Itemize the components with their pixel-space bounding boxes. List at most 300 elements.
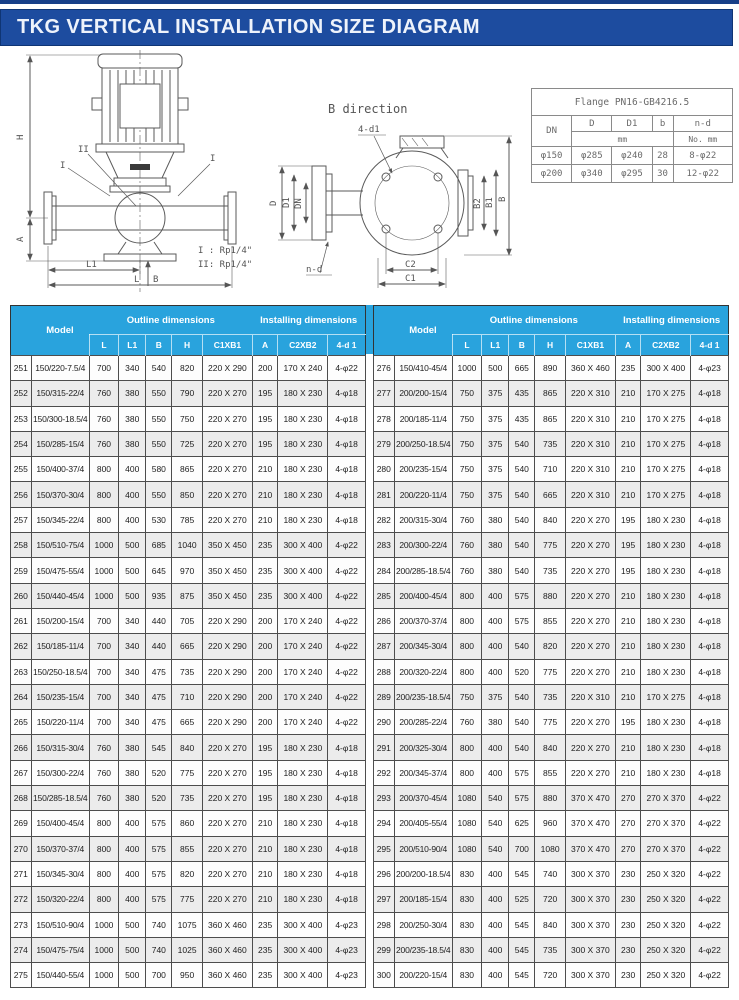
value-cell: 400 bbox=[482, 634, 509, 659]
value-cell: 210 bbox=[615, 457, 641, 482]
value-cell: 550 bbox=[146, 482, 172, 507]
flange-value-cell: 28 bbox=[652, 147, 673, 165]
table-row bbox=[11, 381, 366, 406]
row-number-cell: 285 bbox=[374, 583, 395, 608]
value-cell: 180 X 230 bbox=[641, 533, 691, 558]
value-cell: 300 X 370 bbox=[566, 861, 616, 886]
value-cell: 720 bbox=[535, 887, 566, 912]
value-cell: 180 X 230 bbox=[278, 760, 328, 785]
value-cell: 1000 bbox=[89, 533, 118, 558]
value-cell: 580 bbox=[146, 457, 172, 482]
value-cell: 865 bbox=[535, 381, 566, 406]
value-cell: 170 X 275 bbox=[641, 457, 691, 482]
value-cell: 540 bbox=[509, 457, 535, 482]
value-cell: 820 bbox=[535, 634, 566, 659]
value-cell: 195 bbox=[252, 431, 278, 456]
dimension-table-right bbox=[373, 305, 729, 988]
column-header: A bbox=[252, 335, 278, 356]
value-cell: 300 X 400 bbox=[278, 558, 328, 583]
column-header: L1 bbox=[482, 335, 509, 356]
value-cell: 855 bbox=[535, 608, 566, 633]
value-cell: 210 bbox=[615, 684, 641, 709]
flange-col-nd: n-d bbox=[673, 116, 732, 132]
value-cell: 4-φ18 bbox=[328, 760, 366, 785]
value-cell: 800 bbox=[452, 608, 481, 633]
model-cell: 150/185-11/4 bbox=[31, 634, 89, 659]
value-cell: 740 bbox=[535, 861, 566, 886]
model-cell: 150/440-45/4 bbox=[31, 583, 89, 608]
value-cell: 220 X 270 bbox=[203, 760, 253, 785]
row-number-cell: 253 bbox=[11, 406, 32, 431]
value-cell: 645 bbox=[146, 558, 172, 583]
value-cell: 230 bbox=[615, 912, 641, 937]
flange-col-dn: DN bbox=[532, 116, 572, 147]
value-cell: 380 bbox=[482, 710, 509, 735]
value-cell: 760 bbox=[89, 786, 118, 811]
model-cell: 150/235-15/4 bbox=[31, 684, 89, 709]
value-cell: 180 X 230 bbox=[641, 507, 691, 532]
value-cell: 880 bbox=[535, 583, 566, 608]
value-cell: 180 X 230 bbox=[278, 381, 328, 406]
row-number-cell: 270 bbox=[11, 836, 32, 861]
value-cell: 4-φ18 bbox=[328, 887, 366, 912]
value-cell: 380 bbox=[482, 558, 509, 583]
value-cell: 220 X 290 bbox=[203, 356, 253, 381]
flange-table-row bbox=[532, 165, 733, 183]
row-number-cell: 273 bbox=[11, 912, 32, 937]
value-cell: 800 bbox=[452, 659, 481, 684]
model-cell: 150/285-18.5/4 bbox=[31, 786, 89, 811]
value-cell: 760 bbox=[89, 381, 118, 406]
column-header: B bbox=[146, 335, 172, 356]
value-cell: 180 X 230 bbox=[278, 406, 328, 431]
value-cell: 800 bbox=[452, 634, 481, 659]
value-cell: 935 bbox=[146, 583, 172, 608]
value-cell: 235 bbox=[615, 356, 641, 381]
value-cell: 820 bbox=[172, 861, 203, 886]
value-cell: 4-φ18 bbox=[691, 634, 729, 659]
table-row bbox=[11, 836, 366, 861]
flange-value-cell: 12-φ22 bbox=[673, 165, 732, 183]
value-cell: 210 bbox=[252, 811, 278, 836]
value-cell: 210 bbox=[615, 659, 641, 684]
table-row bbox=[374, 887, 729, 912]
value-cell: 360 X 460 bbox=[566, 356, 616, 381]
value-cell: 440 bbox=[146, 608, 172, 633]
value-cell: 1000 bbox=[89, 558, 118, 583]
value-cell: 1080 bbox=[452, 811, 481, 836]
dim-label-d1: D1 bbox=[282, 197, 292, 208]
value-cell: 760 bbox=[452, 558, 481, 583]
value-cell: 400 bbox=[119, 507, 146, 532]
value-cell: 370 X 470 bbox=[566, 836, 616, 861]
flange-value-cell: φ295 bbox=[612, 165, 652, 183]
table-row bbox=[374, 760, 729, 785]
value-cell: 220 X 290 bbox=[203, 684, 253, 709]
value-cell: 705 bbox=[172, 608, 203, 633]
table-row bbox=[11, 710, 366, 735]
value-cell: 195 bbox=[615, 558, 641, 583]
value-cell: 855 bbox=[535, 760, 566, 785]
value-cell: 270 bbox=[615, 811, 641, 836]
table-row bbox=[374, 912, 729, 937]
dim-label-b-right: B bbox=[498, 196, 508, 202]
value-cell: 4-φ18 bbox=[691, 558, 729, 583]
value-cell: 4-φ23 bbox=[328, 937, 366, 962]
value-cell: 860 bbox=[172, 811, 203, 836]
model-cell: 200/200-15/4 bbox=[394, 381, 452, 406]
value-cell: 4-φ18 bbox=[691, 482, 729, 507]
value-cell: 700 bbox=[89, 356, 118, 381]
row-number-cell: 269 bbox=[11, 811, 32, 836]
value-cell: 220 X 270 bbox=[203, 786, 253, 811]
dimension-tables-section bbox=[10, 305, 729, 988]
flange-value-cell: 30 bbox=[652, 165, 673, 183]
value-cell: 4-φ22 bbox=[691, 937, 729, 962]
row-number-cell: 276 bbox=[374, 356, 395, 381]
value-cell: 170 X 240 bbox=[278, 608, 328, 633]
value-cell: 4-φ18 bbox=[328, 457, 366, 482]
table-row bbox=[11, 507, 366, 532]
model-cell: 200/345-37/4 bbox=[394, 760, 452, 785]
value-cell: 4-φ22 bbox=[328, 558, 366, 583]
value-cell: 210 bbox=[615, 381, 641, 406]
value-cell: 235 bbox=[252, 558, 278, 583]
value-cell: 710 bbox=[535, 457, 566, 482]
table-row bbox=[374, 533, 729, 558]
table-header bbox=[11, 306, 366, 356]
value-cell: 220 X 270 bbox=[203, 836, 253, 861]
table-row bbox=[11, 431, 366, 456]
value-cell: 540 bbox=[509, 558, 535, 583]
value-cell: 775 bbox=[535, 710, 566, 735]
value-cell: 4-φ18 bbox=[691, 533, 729, 558]
value-cell: 1000 bbox=[89, 583, 118, 608]
table-row bbox=[374, 684, 729, 709]
row-number-cell: 277 bbox=[374, 381, 395, 406]
value-cell: 4-φ22 bbox=[328, 583, 366, 608]
value-cell: 550 bbox=[146, 431, 172, 456]
value-cell: 1025 bbox=[172, 937, 203, 962]
model-cell: 150/285-15/4 bbox=[31, 431, 89, 456]
value-cell: 220 X 270 bbox=[203, 457, 253, 482]
row-number-cell: 279 bbox=[374, 431, 395, 456]
value-cell: 375 bbox=[482, 431, 509, 456]
value-cell: 575 bbox=[509, 760, 535, 785]
value-cell: 375 bbox=[482, 457, 509, 482]
value-cell: 230 bbox=[615, 937, 641, 962]
value-cell: 540 bbox=[509, 735, 535, 760]
model-cell: 150/345-30/4 bbox=[31, 861, 89, 886]
value-cell: 220 X 270 bbox=[566, 507, 616, 532]
value-cell: 760 bbox=[452, 533, 481, 558]
value-cell: 500 bbox=[482, 356, 509, 381]
outline-group-header: Outline dimensions bbox=[452, 306, 615, 335]
value-cell: 340 bbox=[119, 710, 146, 735]
value-cell: 545 bbox=[509, 912, 535, 937]
column-header: C2XB2 bbox=[278, 335, 328, 356]
table-row bbox=[374, 457, 729, 482]
value-cell: 400 bbox=[119, 811, 146, 836]
table-row bbox=[374, 811, 729, 836]
model-cell: 200/405-55/4 bbox=[394, 811, 452, 836]
value-cell: 400 bbox=[482, 937, 509, 962]
value-cell: 170 X 275 bbox=[641, 406, 691, 431]
value-cell: 370 X 470 bbox=[566, 786, 616, 811]
model-cell: 150/320-22/4 bbox=[31, 887, 89, 912]
value-cell: 540 bbox=[509, 507, 535, 532]
value-cell: 195 bbox=[615, 507, 641, 532]
value-cell: 830 bbox=[452, 912, 481, 937]
value-cell: 880 bbox=[535, 786, 566, 811]
value-cell: 540 bbox=[509, 431, 535, 456]
value-cell: 180 X 230 bbox=[641, 558, 691, 583]
value-cell: 700 bbox=[89, 684, 118, 709]
model-column-header: Model bbox=[394, 306, 452, 356]
value-cell: 200 bbox=[252, 659, 278, 684]
value-cell: 545 bbox=[146, 735, 172, 760]
row-number-cell: 258 bbox=[11, 533, 32, 558]
value-cell: 235 bbox=[252, 937, 278, 962]
value-cell: 800 bbox=[89, 836, 118, 861]
value-cell: 800 bbox=[452, 735, 481, 760]
value-cell: 540 bbox=[509, 710, 535, 735]
row-number-cell: 290 bbox=[374, 710, 395, 735]
value-cell: 180 X 230 bbox=[278, 786, 328, 811]
value-cell: 350 X 450 bbox=[203, 558, 253, 583]
value-cell: 1080 bbox=[452, 836, 481, 861]
value-cell: 735 bbox=[172, 659, 203, 684]
value-cell: 380 bbox=[482, 507, 509, 532]
flange-table-title: Flange PN16-GB4216.5 bbox=[532, 89, 733, 116]
value-cell: 4-φ22 bbox=[691, 786, 729, 811]
column-header: H bbox=[172, 335, 203, 356]
model-cell: 150/475-75/4 bbox=[31, 937, 89, 962]
value-cell: 170 X 240 bbox=[278, 710, 328, 735]
value-cell: 4-φ22 bbox=[328, 533, 366, 558]
value-cell: 210 bbox=[615, 406, 641, 431]
port-label-i: I bbox=[60, 161, 66, 171]
value-cell: 700 bbox=[89, 710, 118, 735]
value-cell: 180 X 230 bbox=[278, 482, 328, 507]
value-cell: 210 bbox=[615, 760, 641, 785]
value-cell: 750 bbox=[452, 457, 481, 482]
value-cell: 830 bbox=[452, 963, 481, 988]
value-cell: 4-φ18 bbox=[328, 811, 366, 836]
value-cell: 210 bbox=[252, 482, 278, 507]
model-cell: 200/185-11/4 bbox=[394, 406, 452, 431]
value-cell: 475 bbox=[146, 710, 172, 735]
column-header: C2XB2 bbox=[641, 335, 691, 356]
row-number-cell: 260 bbox=[11, 583, 32, 608]
row-number-cell: 288 bbox=[374, 659, 395, 684]
row-number-cell: 298 bbox=[374, 912, 395, 937]
diagram-section bbox=[0, 46, 739, 298]
row-number-cell: 293 bbox=[374, 786, 395, 811]
value-cell: 500 bbox=[119, 937, 146, 962]
value-cell: 800 bbox=[89, 482, 118, 507]
value-cell: 400 bbox=[482, 912, 509, 937]
model-cell: 200/235-18.5/4 bbox=[394, 937, 452, 962]
bolt-count-label: n-d bbox=[306, 265, 323, 275]
value-cell: 830 bbox=[452, 861, 481, 886]
model-cell: 150/400-37/4 bbox=[31, 457, 89, 482]
value-cell: 4-φ18 bbox=[691, 710, 729, 735]
value-cell: 750 bbox=[452, 684, 481, 709]
table-row bbox=[11, 963, 366, 988]
value-cell: 575 bbox=[509, 608, 535, 633]
value-cell: 735 bbox=[535, 684, 566, 709]
row-number-cell: 271 bbox=[11, 861, 32, 886]
value-cell: 440 bbox=[146, 634, 172, 659]
value-cell: 4-φ18 bbox=[691, 583, 729, 608]
model-cell: 200/200-18.5/4 bbox=[394, 861, 452, 886]
value-cell: 380 bbox=[482, 533, 509, 558]
model-cell: 150/200-15/4 bbox=[31, 608, 89, 633]
value-cell: 400 bbox=[119, 836, 146, 861]
value-cell: 475 bbox=[146, 659, 172, 684]
model-cell: 200/285-18.5/4 bbox=[394, 558, 452, 583]
table-row bbox=[11, 406, 366, 431]
value-cell: 195 bbox=[252, 381, 278, 406]
value-cell: 220 X 270 bbox=[566, 710, 616, 735]
value-cell: 4-φ18 bbox=[328, 406, 366, 431]
value-cell: 230 bbox=[615, 887, 641, 912]
dim-label-c1: C1 bbox=[405, 274, 416, 284]
flange-col-d1: D1 bbox=[612, 116, 652, 132]
value-cell: 400 bbox=[482, 608, 509, 633]
table-row bbox=[374, 937, 729, 962]
model-cell: 150/345-22/4 bbox=[31, 507, 89, 532]
value-cell: 540 bbox=[509, 533, 535, 558]
value-cell: 340 bbox=[119, 684, 146, 709]
value-cell: 1000 bbox=[89, 937, 118, 962]
table-row bbox=[11, 634, 366, 659]
value-cell: 540 bbox=[482, 811, 509, 836]
column-header: C1XB1 bbox=[203, 335, 253, 356]
value-cell: 575 bbox=[146, 887, 172, 912]
table-row bbox=[374, 381, 729, 406]
value-cell: 220 X 270 bbox=[566, 608, 616, 633]
value-cell: 380 bbox=[119, 786, 146, 811]
value-cell: 750 bbox=[452, 381, 481, 406]
value-cell: 865 bbox=[172, 457, 203, 482]
value-cell: 180 X 230 bbox=[641, 760, 691, 785]
table-header bbox=[374, 306, 729, 356]
value-cell: 200 bbox=[252, 356, 278, 381]
value-cell: 400 bbox=[482, 760, 509, 785]
value-cell: 4-φ22 bbox=[328, 684, 366, 709]
value-cell: 665 bbox=[172, 710, 203, 735]
value-cell: 400 bbox=[119, 482, 146, 507]
value-cell: 270 X 370 bbox=[641, 836, 691, 861]
dim-label-d: D bbox=[269, 200, 279, 206]
value-cell: 200 bbox=[252, 684, 278, 709]
value-cell: 840 bbox=[172, 735, 203, 760]
row-number-cell: 291 bbox=[374, 735, 395, 760]
value-cell: 210 bbox=[615, 431, 641, 456]
value-cell: 195 bbox=[252, 735, 278, 760]
model-cell: 150/250-18.5/4 bbox=[31, 659, 89, 684]
table-row bbox=[11, 937, 366, 962]
value-cell: 235 bbox=[252, 963, 278, 988]
value-cell: 700 bbox=[89, 659, 118, 684]
value-cell: 525 bbox=[509, 887, 535, 912]
value-cell: 735 bbox=[172, 786, 203, 811]
value-cell: 540 bbox=[509, 684, 535, 709]
value-cell: 550 bbox=[146, 381, 172, 406]
value-cell: 1080 bbox=[452, 786, 481, 811]
value-cell: 435 bbox=[509, 406, 535, 431]
value-cell: 4-φ18 bbox=[328, 381, 366, 406]
value-cell: 840 bbox=[535, 507, 566, 532]
value-cell: 235 bbox=[252, 583, 278, 608]
table-row bbox=[11, 659, 366, 684]
value-cell: 4-φ18 bbox=[691, 406, 729, 431]
value-cell: 300 X 400 bbox=[641, 356, 691, 381]
value-cell: 220 X 290 bbox=[203, 659, 253, 684]
value-cell: 665 bbox=[509, 356, 535, 381]
value-cell: 520 bbox=[146, 760, 172, 785]
dim-label-l1: L1 bbox=[86, 260, 97, 270]
flange-spec-table bbox=[531, 88, 733, 183]
dim-label-a: A bbox=[16, 236, 26, 242]
value-cell: 4-φ18 bbox=[691, 457, 729, 482]
column-header: C1XB1 bbox=[566, 335, 616, 356]
value-cell: 220 X 310 bbox=[566, 482, 616, 507]
b-direction-diagram bbox=[262, 118, 514, 296]
value-cell: 400 bbox=[119, 861, 146, 886]
value-cell: 370 X 470 bbox=[566, 811, 616, 836]
value-cell: 210 bbox=[615, 583, 641, 608]
value-cell: 500 bbox=[119, 558, 146, 583]
model-cell: 200/250-18.5/4 bbox=[394, 431, 452, 456]
flange-table-body bbox=[532, 147, 733, 183]
value-cell: 735 bbox=[535, 431, 566, 456]
value-cell: 220 X 290 bbox=[203, 710, 253, 735]
value-cell: 4-φ22 bbox=[328, 356, 366, 381]
value-cell: 300 X 400 bbox=[278, 963, 328, 988]
table-row bbox=[374, 558, 729, 583]
value-cell: 220 X 310 bbox=[566, 457, 616, 482]
table-row bbox=[11, 608, 366, 633]
value-cell: 1075 bbox=[172, 912, 203, 937]
dimension-table-left bbox=[10, 305, 366, 988]
model-cell: 200/300-22/4 bbox=[394, 533, 452, 558]
value-cell: 235 bbox=[252, 533, 278, 558]
value-cell: 180 X 230 bbox=[641, 735, 691, 760]
value-cell: 230 bbox=[615, 861, 641, 886]
table-row bbox=[11, 457, 366, 482]
value-cell: 4-φ18 bbox=[328, 482, 366, 507]
model-cell: 150/220-11/4 bbox=[31, 710, 89, 735]
value-cell: 360 X 460 bbox=[203, 937, 253, 962]
value-cell: 210 bbox=[252, 887, 278, 912]
value-cell: 200 bbox=[252, 710, 278, 735]
value-cell: 180 X 230 bbox=[641, 608, 691, 633]
value-cell: 710 bbox=[172, 684, 203, 709]
column-header: L1 bbox=[119, 335, 146, 356]
value-cell: 360 X 460 bbox=[203, 912, 253, 937]
flange-unit-nd: No. mm bbox=[673, 132, 732, 147]
row-number-cell: 283 bbox=[374, 533, 395, 558]
value-cell: 575 bbox=[509, 583, 535, 608]
value-cell: 970 bbox=[172, 558, 203, 583]
value-cell: 4-φ18 bbox=[691, 659, 729, 684]
model-cell: 150/370-30/4 bbox=[31, 482, 89, 507]
table-row bbox=[11, 811, 366, 836]
value-cell: 4-φ22 bbox=[328, 608, 366, 633]
